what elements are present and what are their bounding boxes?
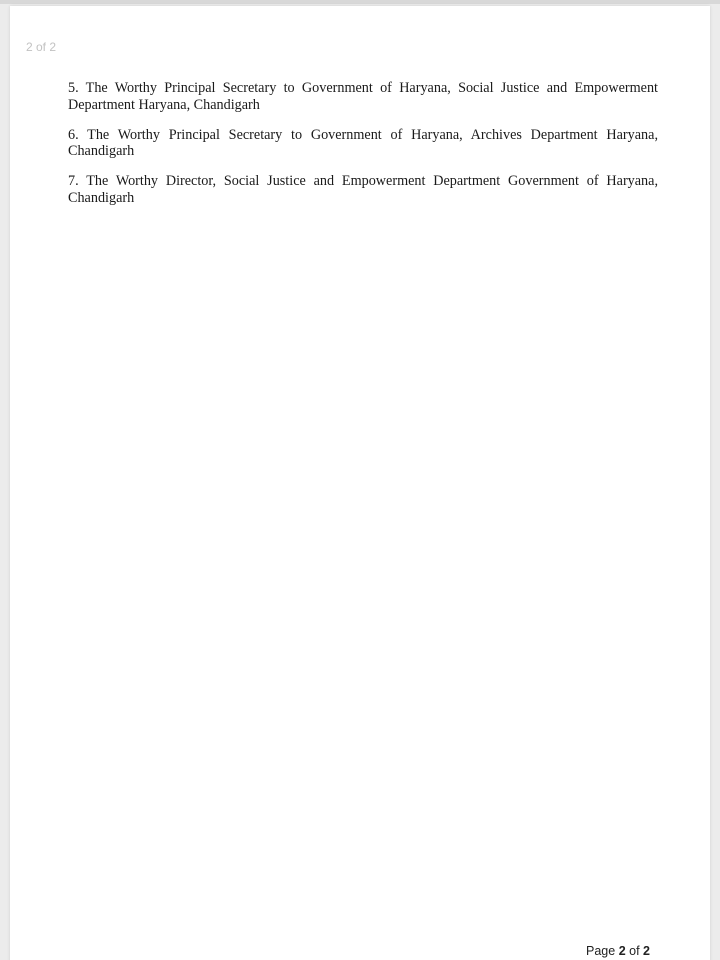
list-item: 6. The Worthy Principal Secretary to Government of Haryana, Archives Department Haryana, Chandigarh xyxy=(68,126,658,159)
recipient-list xyxy=(68,80,658,220)
list-item: 5. The Worthy Principal Secretary to Government of Haryana, Social Justice and Empowerment Department Haryana, Chandigarh xyxy=(68,80,658,113)
current-page-number: 2 xyxy=(618,944,626,958)
viewer-top-strip xyxy=(0,0,720,4)
list-item: 7. The Worthy Director, Social Justice and Empowerment Department Government of Haryana, Chandigarh xyxy=(68,173,658,206)
total-pages-number: 2 xyxy=(643,944,650,958)
page-indicator: 2 of 2 xyxy=(26,40,57,54)
document-page[interactable] xyxy=(10,6,710,960)
page-word: Page xyxy=(586,944,616,958)
of-word: of xyxy=(629,944,640,958)
page-number-footer xyxy=(586,944,650,958)
